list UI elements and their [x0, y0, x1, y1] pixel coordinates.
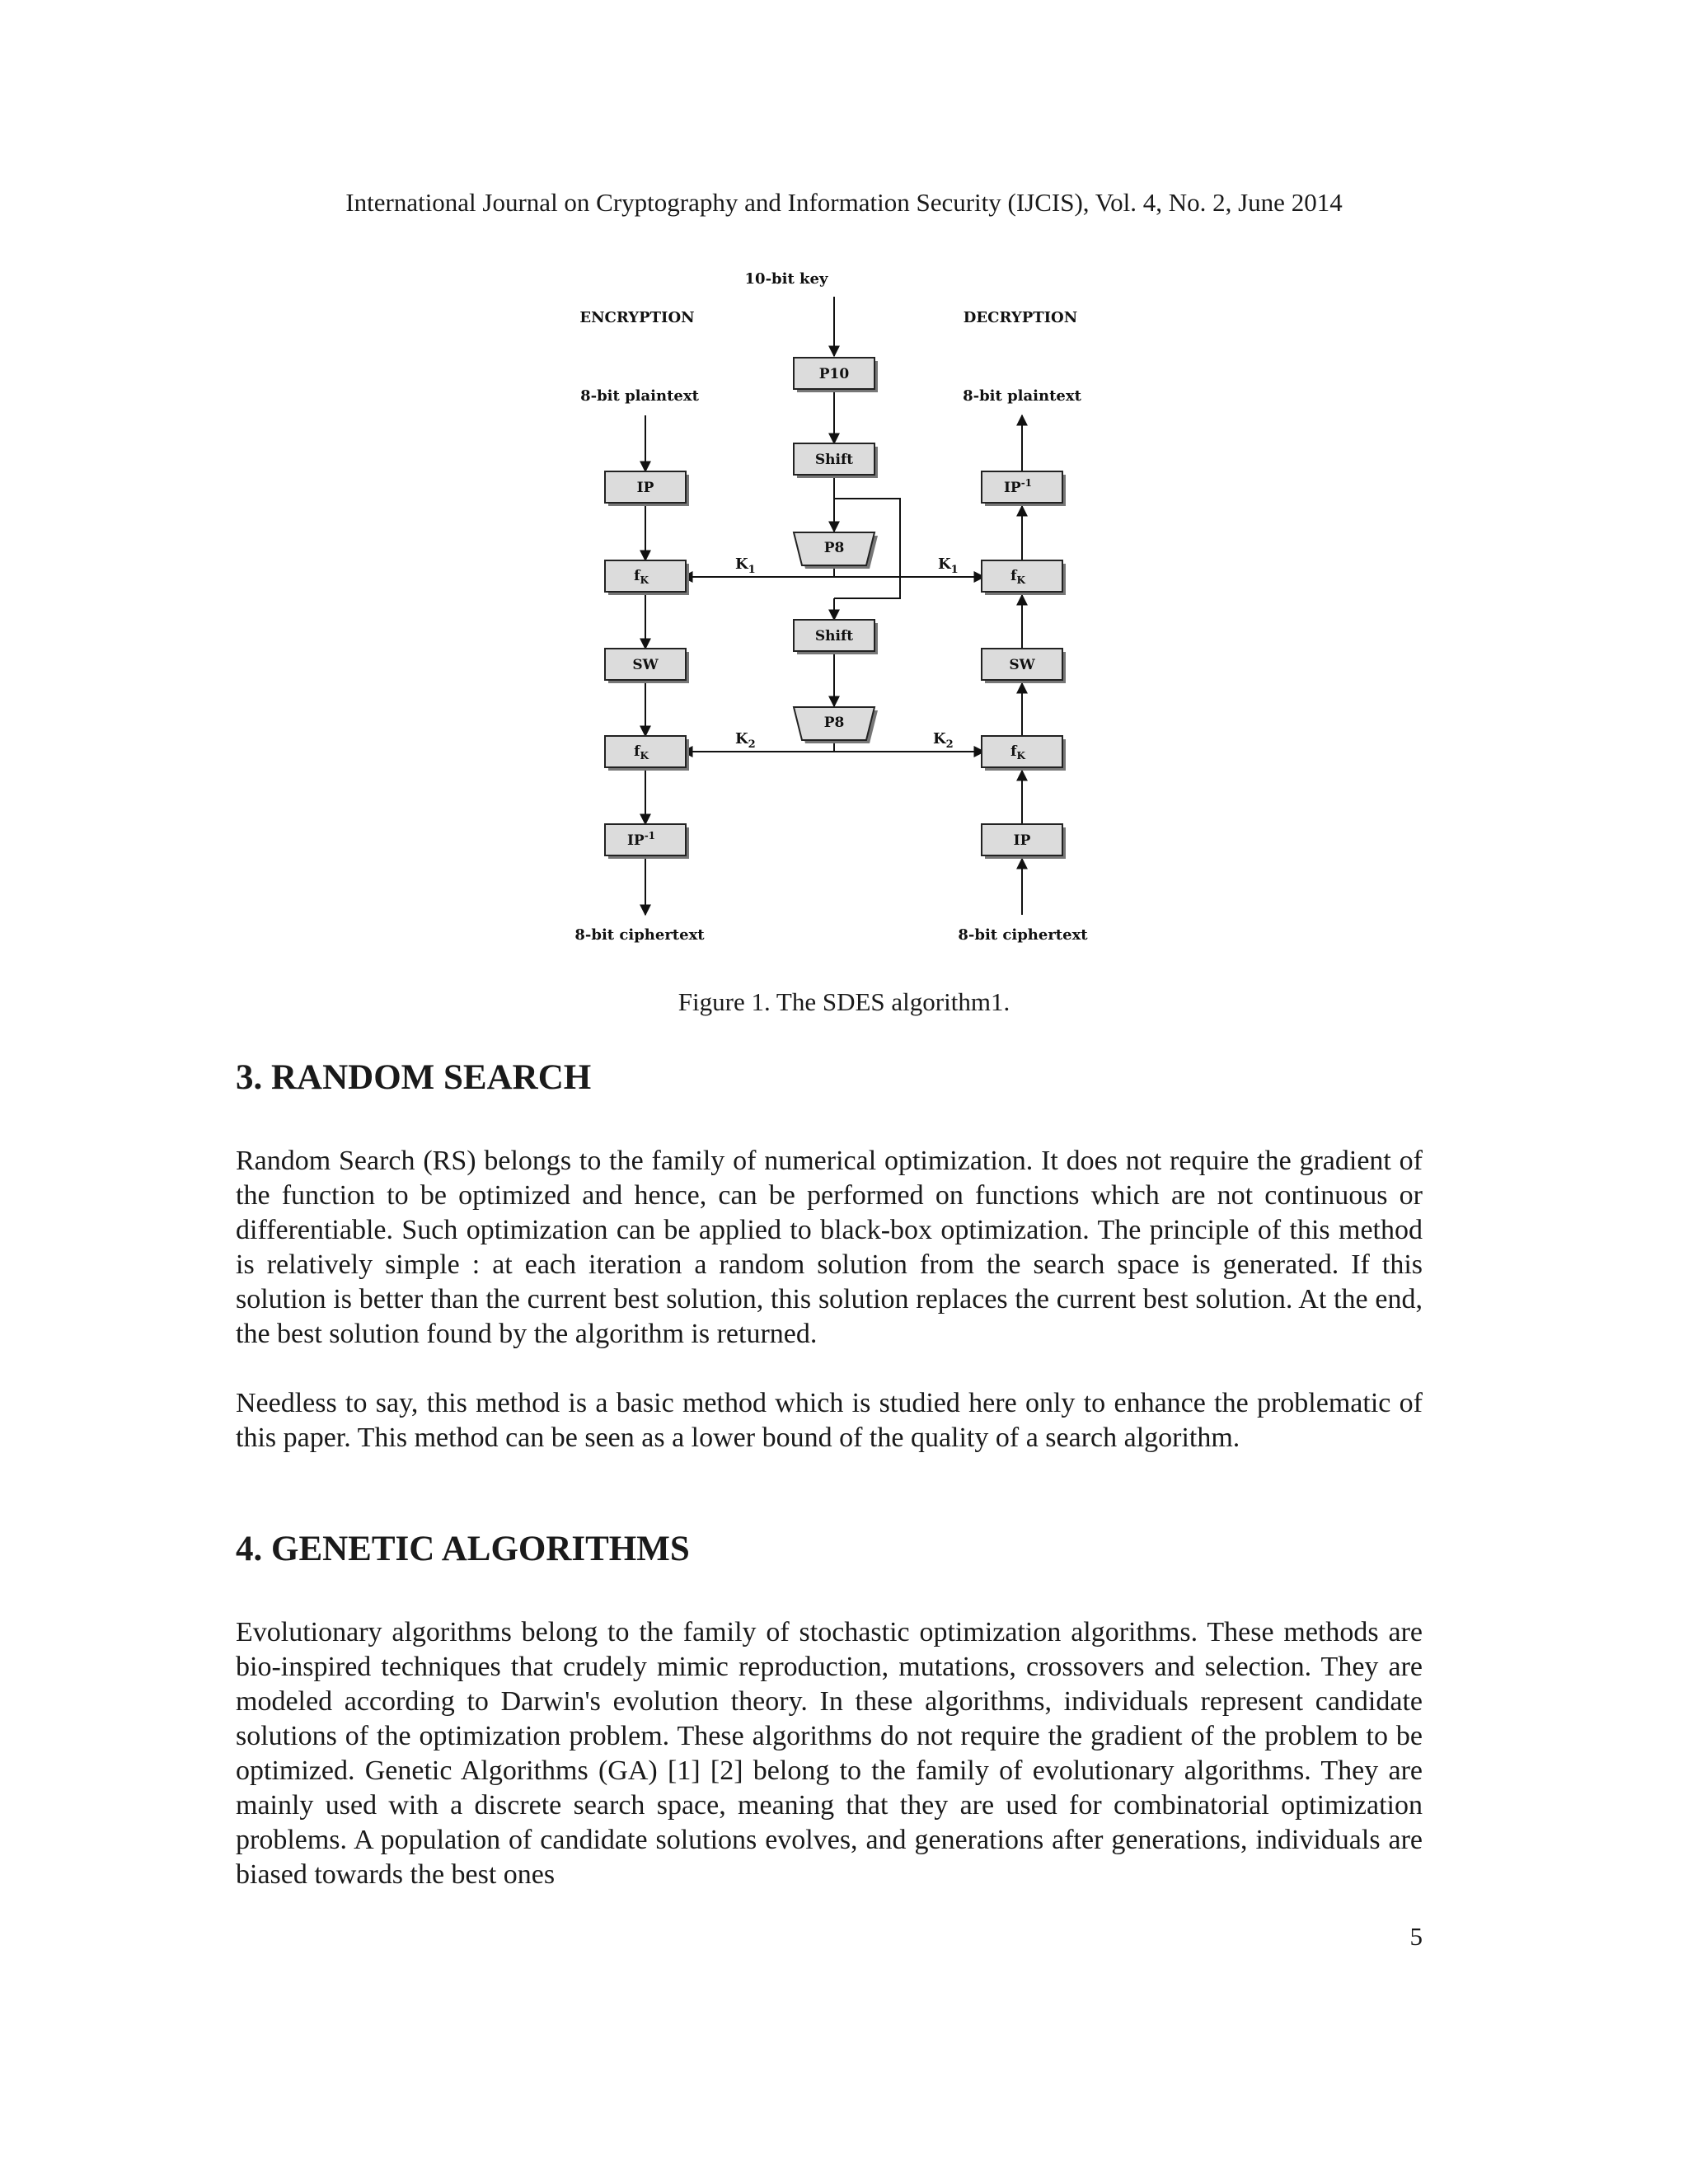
- shift1-box: [794, 443, 878, 478]
- p8b-box: [794, 707, 878, 743]
- svg-text:fK: $f_K$: [1010, 568, 1025, 586]
- dec-ip-box: [982, 824, 1066, 859]
- svg-text:fK: $f_K$: [634, 568, 649, 586]
- page-number: 5: [1409, 1922, 1423, 1951]
- k1-right-label: $K_1$: [938, 555, 959, 576]
- k2-left-label: $K_2$: [735, 730, 756, 751]
- sdes-diagram: [560, 264, 1104, 956]
- paragraph-random-search-1: Random Search (RS) belongs to the family of numerical optimization. It does not require the gradient of the function to be optimized and hence, can be performed on functions which are not continuous or differentiable. Such optimization can be applied to black-box optimization. The principle of this method is relatively simple : at each iteration a random solution from the search space is generated. If this solution is better than the current best solution, this solution replaces the current best solution. At the end, the best solution found by the algorithm is returned.: [236, 1146, 1423, 1349]
- svg-text:SW: SW: [632, 657, 659, 673]
- enc-sw-box: [605, 649, 689, 683]
- svg-text:Shift: Shift: [814, 452, 854, 468]
- enc-ipinv-box: [605, 824, 689, 859]
- paragraph-genetic-algorithms-1: Evolutionary algorithms belong to the family of stochastic optimization algorithms. These methods are bio-inspired techniques that crudely mimic reproduction, mutations, crossovers and selection. They are modeled according to Darwin's evolution theory. In these algorithms, individuals represent candidate solutions of the optimization problem. These algorithms do not require the gradient of the problem to be optimized. Genetic Algorithms (GA) [1] [2] belong to the family of evolutionary algorithms. They are mainly used with a discrete search space, meaning that they are used for combinatorial optimization problems. A population of candidate solutions evolves, and generations after generations, individuals are biased towards the best ones: [236, 1617, 1423, 1890]
- svg-text:fK: $f_K$: [634, 743, 649, 762]
- enc-fk2-box: [605, 736, 689, 771]
- enc-fk1-box: [605, 560, 689, 595]
- sdes-figure: [560, 264, 1104, 956]
- dec-ciphertext-label: 8-bit ciphertext: [958, 926, 1088, 944]
- svg-text:SW: SW: [1009, 657, 1035, 673]
- shift2-box: [794, 620, 878, 654]
- figure-caption: Figure 1. The SDES algorithm1.: [678, 987, 1010, 1016]
- dec-fk2-box: [982, 736, 1066, 771]
- key-label: 10-bit key: [744, 270, 828, 288]
- svg-text:IP-1: $IP^{-1}$: [1003, 477, 1033, 496]
- k2-right-label: $K_2$: [933, 730, 954, 751]
- encryption-label: ENCRYPTION: [579, 309, 695, 326]
- section-heading-random-search: 3. RANDOM SEARCH: [236, 1058, 592, 1097]
- svg-text:P8: P8: [823, 540, 845, 556]
- dec-plaintext-label: 8-bit plaintext: [963, 387, 1081, 405]
- decryption-label: DECRYPTION: [963, 309, 1078, 326]
- dec-ipinv-box: [982, 471, 1066, 506]
- enc-ciphertext-label: 8-bit ciphertext: [574, 926, 705, 944]
- svg-text:P10: P10: [818, 366, 850, 382]
- k1-left-label: $K_1$: [735, 555, 756, 576]
- svg-text:Shift: Shift: [814, 628, 854, 644]
- svg-text:IP-1: $IP^{-1}$: [626, 830, 656, 849]
- svg-text:fK: $f_K$: [1010, 743, 1025, 762]
- enc-plaintext-label: 8-bit plaintext: [580, 387, 699, 405]
- section-heading-genetic-algorithms: 4. GENETIC ALGORITHMS: [236, 1530, 690, 1568]
- p8a-box: [794, 532, 878, 569]
- dec-fk1-box: [982, 560, 1066, 595]
- svg-text:P8: P8: [823, 715, 845, 731]
- dec-sw-box: [982, 649, 1066, 683]
- paragraph-random-search-2: Needless to say, this method is a basic method which is studied here only to enhance the problematic of this paper. This method can be seen as a lower bound of the quality of a search algorithm.: [236, 1388, 1423, 1453]
- svg-text:IP: IP: [636, 480, 654, 496]
- enc-ip-box: [605, 471, 689, 506]
- p10-box: [794, 358, 878, 392]
- svg-text:IP: IP: [1013, 832, 1031, 849]
- running-header: International Journal on Cryptography and Information Security (IJCIS), Vol. 4, No. 2, June 2014: [345, 188, 1343, 217]
